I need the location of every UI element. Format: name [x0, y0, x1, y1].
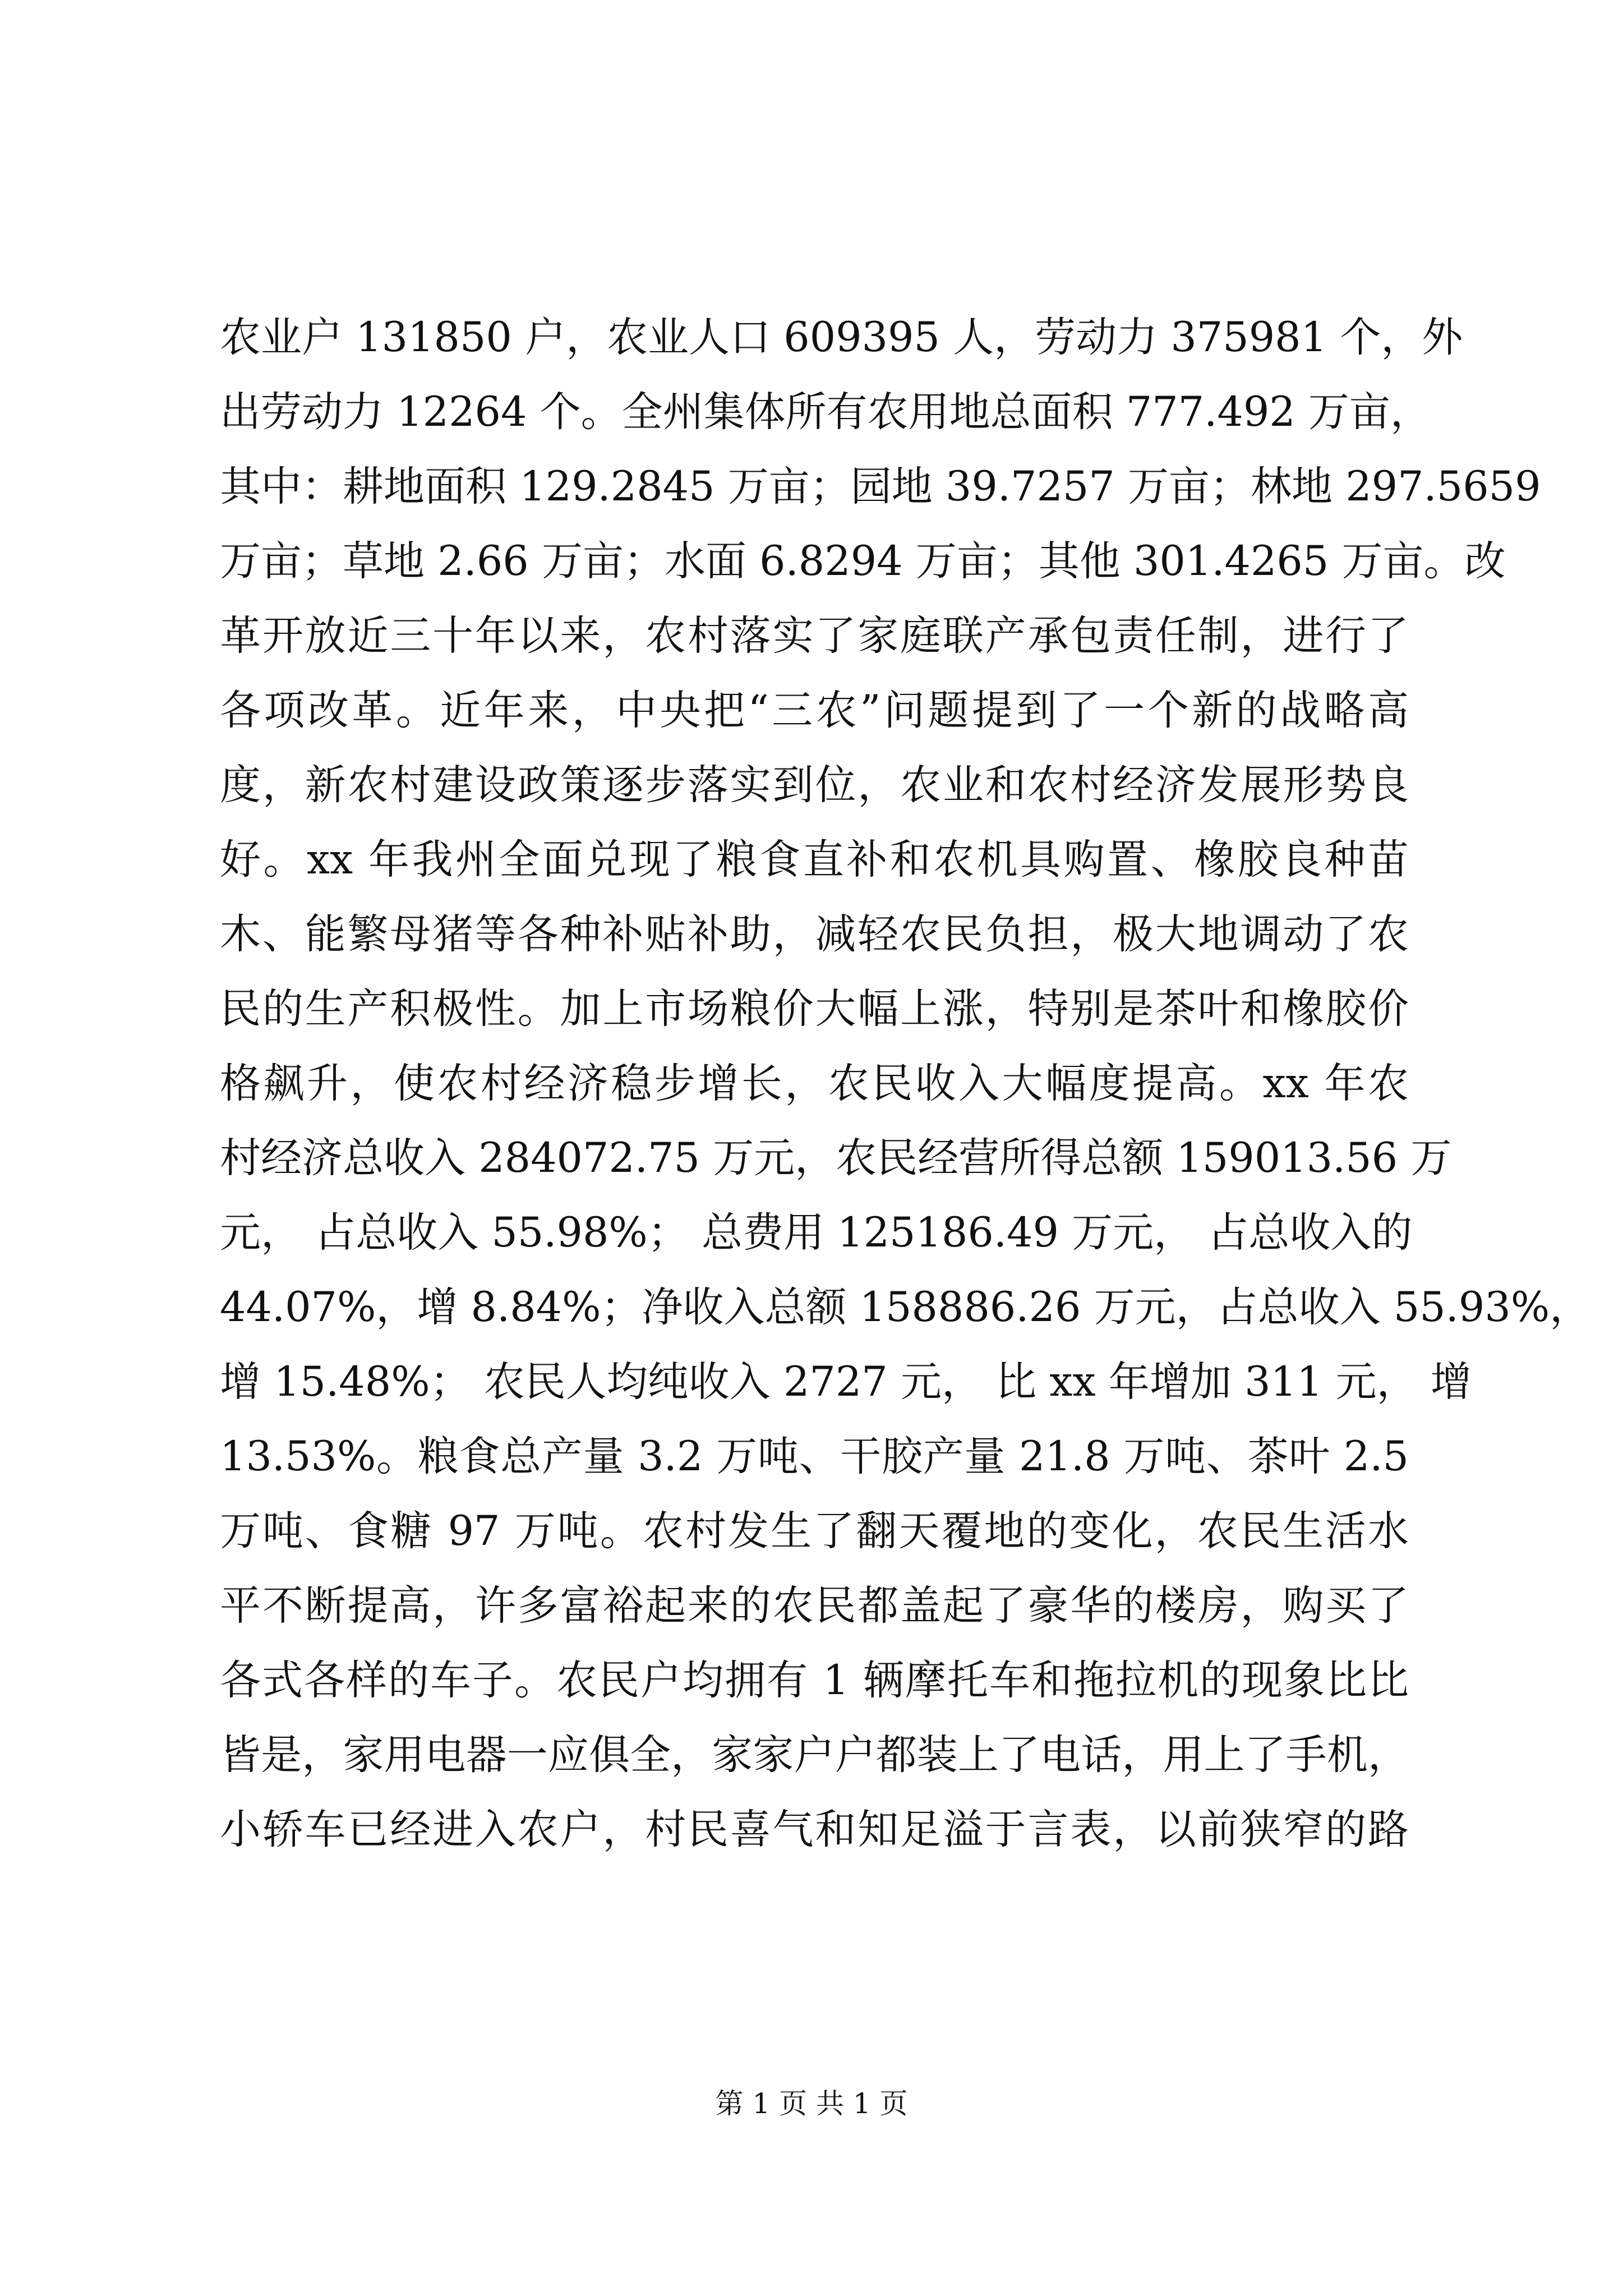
- text-line: 格飙升，使农村经济稳步增长，农民收入大幅度提高。xx 年农: [220, 1060, 1409, 1107]
- text-line: 万亩；草地 2.66 万亩；水面 6.8294 万亩；其他 301.4265 万亩。改: [220, 537, 1506, 585]
- text-line: 平不断提高，许多富裕起来的农民都盖起了豪华的楼房，购买了: [220, 1582, 1409, 1630]
- text-line: 各式各样的车子。农民户均拥有 1 辆摩托车和拖拉机的现象比比: [220, 1657, 1409, 1704]
- text-line: 小轿车已经进入农户，村民喜气和知足溢于言表，以前狭窄的路: [220, 1806, 1409, 1853]
- text-line: 万吨、食糖 97 万吨。农村发生了翻天覆地的变化，农民生活水: [220, 1507, 1409, 1555]
- page-number-label: 第 1 页 共 1 页: [715, 2087, 908, 2120]
- text-line: 木、能繁母猪等各种补贴补助，减轻农民负担，极大地调动了农: [220, 910, 1409, 958]
- text-line: 村经济总收入 284072.75 万元，农民经营所得总额 159013.56 万: [220, 1134, 1452, 1182]
- text-line: 度，新农村建设政策逐步落实到位，农业和农村经济发展形势良: [220, 761, 1409, 809]
- body-paragraph: [220, 300, 1591, 1867]
- text-line: 好。xx 年我州全面兑现了粮食直补和农机具购置、橡胶良种苗: [220, 836, 1409, 884]
- text-line: 各项改革。近年来，中央把“三农”问题提到了一个新的战略高: [220, 687, 1409, 734]
- text-line: 44.07%，增 8.84%；净收入总额 158886.26 万元，占总收入 55.93%，: [220, 1283, 1591, 1331]
- text-line: 13.53%。粮食总产量 3.2 万吨、干胶产量 21.8 万吨、茶叶 2.5: [220, 1433, 1409, 1480]
- text-line: 元， 占总收入 55.98%； 总费用 125186.49 万元， 占总收入的: [220, 1209, 1413, 1257]
- page-footer: [0, 2084, 1623, 2123]
- text-line: 革开放近三十年以来，农村落实了家庭联产承包责任制，进行了: [220, 612, 1409, 660]
- text-line: 农业户 131850 户，农业人口 609395 人，劳动力 375981 个，外: [220, 314, 1463, 361]
- text-line: 出劳动力 12264 个。全州集体所有农用地总面积 777.492 万亩，: [220, 388, 1431, 436]
- text-line: 其中：耕地面积 129.2845 万亩；园地 39.7257 万亩；林地 297.5659: [220, 463, 1541, 510]
- text-line: 皆是，家用电器一应俱全，家家户户都装上了电话，用上了手机，: [220, 1731, 1409, 1779]
- text-line: 民的生产积极性。加上市场粮价大幅上涨，特别是茶叶和橡胶价: [220, 985, 1409, 1033]
- text-line: 增 15.48%； 农民人均纯收入 2727 元， 比 xx 年增加 311 元， 增: [220, 1358, 1472, 1406]
